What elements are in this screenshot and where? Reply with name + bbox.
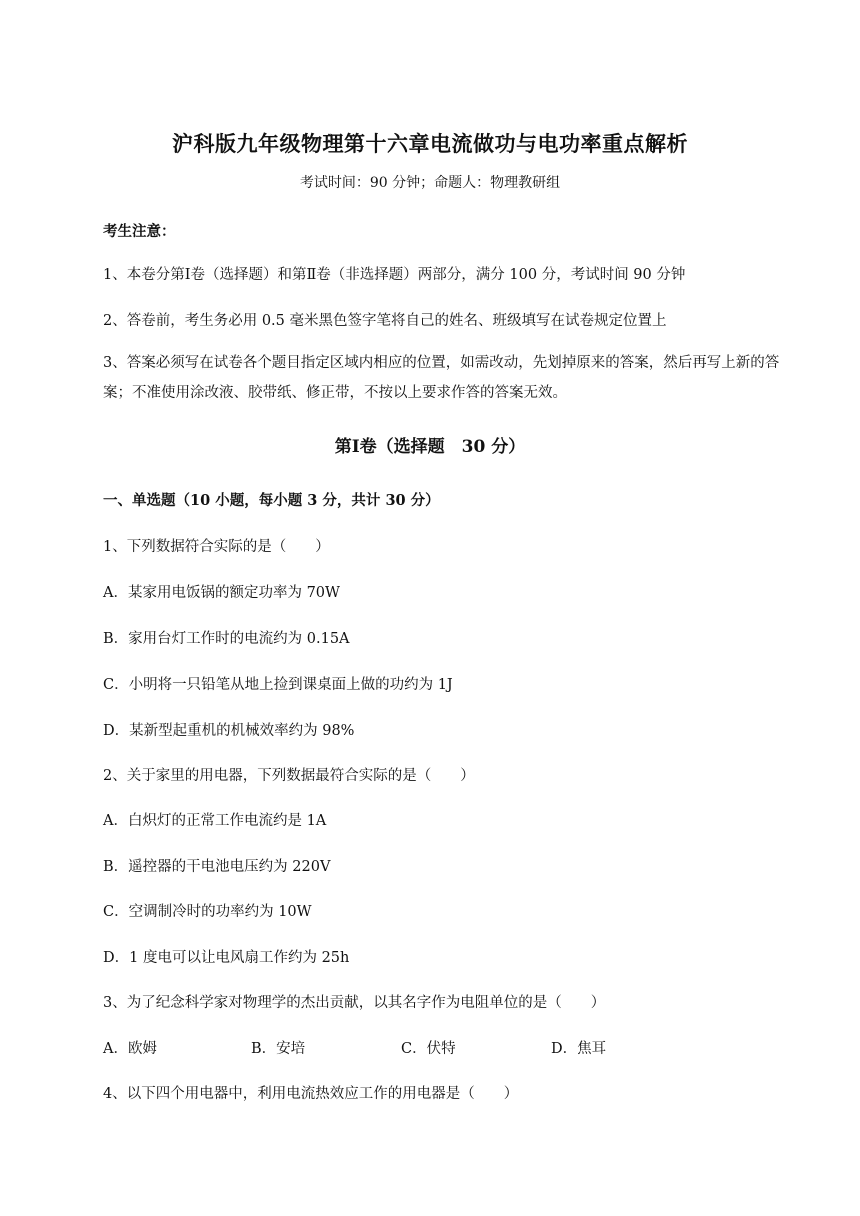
answer-option: C．小明将一只铅笔从地上捡到课桌面上做的功约为 1J <box>103 677 453 693</box>
part-heading: 一、单选题（10 小题，每小题 3 分，共计 30 分） <box>103 492 440 509</box>
section-title: 第Ⅰ卷（选择题 30 分） <box>334 437 526 457</box>
answer-option: D．1 度电可以让电风扇工作约为 25h <box>103 950 350 966</box>
notice-heading: 考生注意： <box>103 223 176 240</box>
exam-info: 考试时间：90 分钟；命题人：物理教研组 <box>299 175 561 191</box>
answer-option: A．欧姆 <box>103 1041 157 1057</box>
notice-item: 2、答卷前，考生务必用 0.5 毫米黑色签字笔将自己的姓名、班级填写在试卷规定位置上 <box>103 313 667 329</box>
answer-option: B．遥控器的干电池电压约为 220V <box>103 859 331 875</box>
question-stem: 2、关于家里的用电器，下列数据最符合实际的是（ ） <box>103 768 475 784</box>
question-stem: 3、为了纪念科学家对物理学的杰出贡献，以其名字作为电阻单位的是（ ） <box>103 995 606 1011</box>
answer-option: B．家用台灯工作时的电流约为 0.15A <box>103 631 350 647</box>
answer-option: A．白炽灯的正常工作电流约是 1A <box>103 813 327 829</box>
notice-item: 3、答案必须写在试卷各个题目指定区域内相应的位置，如需改动，先划掉原来的答案，然后再写上新的答案；不准使用涂改液、胶带纸、修正带，不按以上要求作答的答案无效。 <box>103 355 780 401</box>
answer-option: C．空调制冷时的功率约为 10W <box>103 904 312 920</box>
answer-option: D．某新型起重机的机械效率约为 98% <box>103 723 355 739</box>
notice-item: 1、本卷分第Ⅰ卷（选择题）和第Ⅱ卷（非选择题）两部分，满分 100 分，考试时间 90 分钟 <box>103 267 686 283</box>
question-stem: 4、以下四个用电器中，利用电流热效应工作的用电器是（ ） <box>103 1086 519 1102</box>
answer-option: B．安培 <box>251 1041 306 1057</box>
answer-option: D．焦耳 <box>551 1041 607 1057</box>
question-stem: 1、下列数据符合实际的是（ ） <box>103 539 330 555</box>
answer-option: A．某家用电饭锅的额定功率为 70W <box>103 585 340 601</box>
page-title: 沪科版九年级物理第十六章电流做功与电功率重点解析 <box>172 131 688 156</box>
answer-option: C．伏特 <box>401 1041 456 1057</box>
